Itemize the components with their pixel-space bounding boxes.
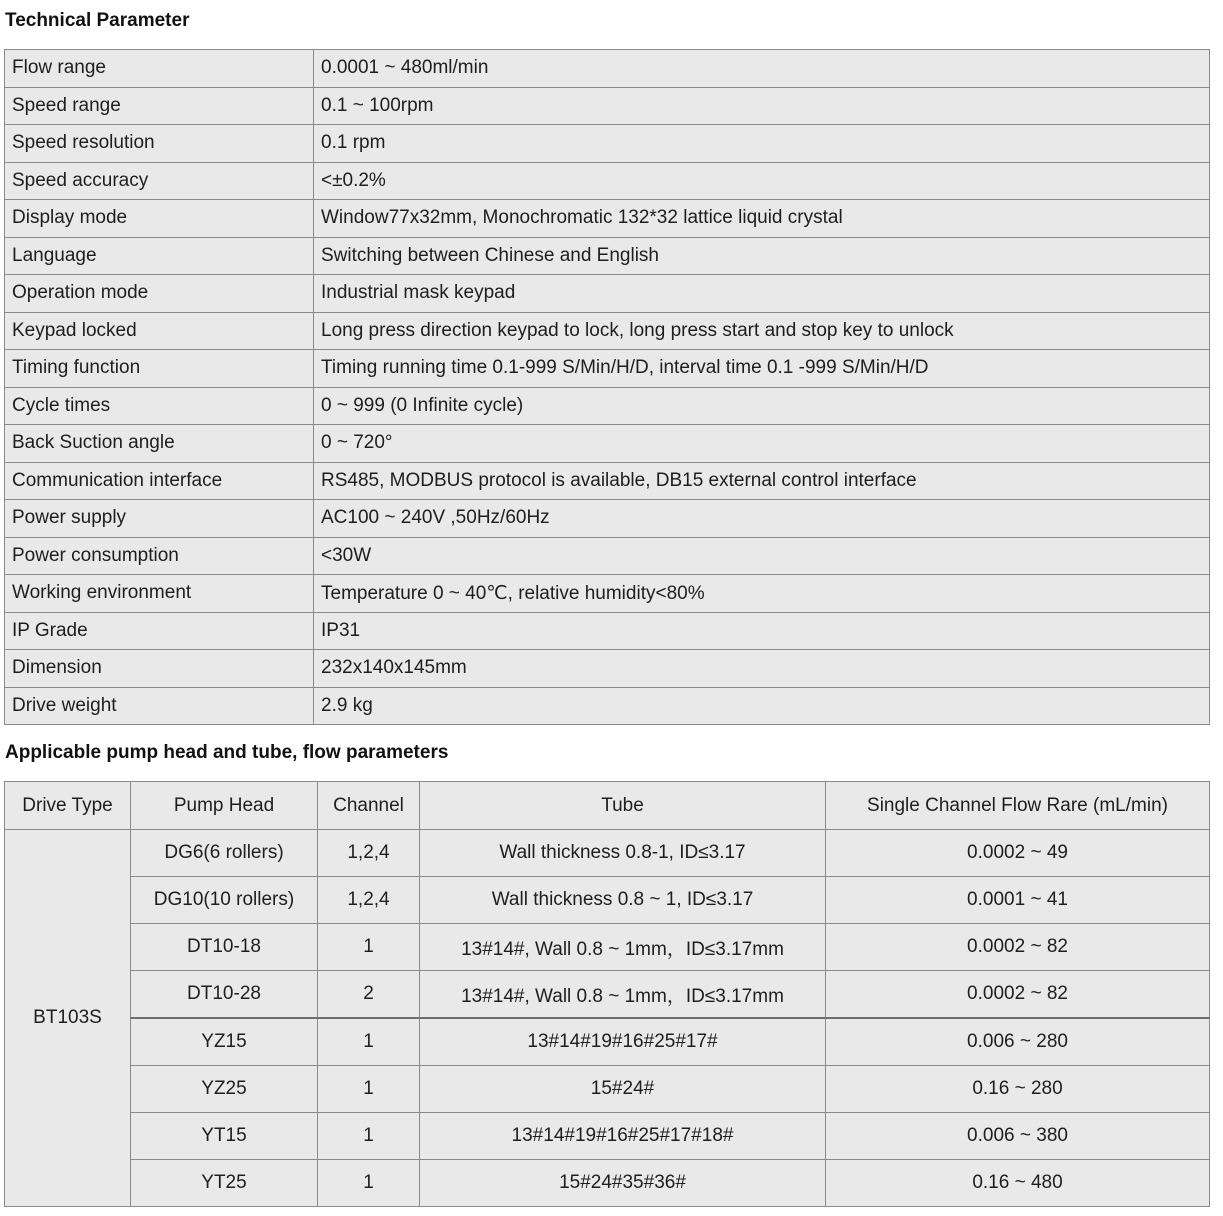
tube-cell: 13#14#19#16#25#17# bbox=[420, 1018, 826, 1066]
flow-rate-cell: 0.0002 ~ 82 bbox=[826, 924, 1210, 971]
header-flow-rate: Single Channel Flow Rare (mL/min) bbox=[826, 782, 1210, 830]
param-label: Display mode bbox=[5, 200, 314, 238]
header-channel: Channel bbox=[318, 782, 420, 830]
pump-head-cell: YZ15 bbox=[131, 1018, 318, 1066]
param-value: RS485, MODBUS protocol is available, DB15 external control interface bbox=[314, 462, 1210, 500]
param-label: Timing function bbox=[5, 350, 314, 388]
table-row bbox=[5, 830, 1210, 877]
param-value: 0.1 ~ 100rpm bbox=[314, 87, 1210, 125]
param-row bbox=[5, 50, 1210, 88]
table-row bbox=[5, 971, 1210, 1019]
param-row bbox=[5, 237, 1210, 275]
flow-parameters-heading: Applicable pump head and tube, flow parameters bbox=[5, 742, 449, 763]
technical-parameter-heading: Technical Parameter bbox=[5, 10, 190, 31]
tube-cell: 15#24#35#36# bbox=[420, 1160, 826, 1207]
channel-cell: 1 bbox=[318, 1113, 420, 1160]
channel-cell: 1 bbox=[318, 924, 420, 971]
param-row bbox=[5, 462, 1210, 500]
table-row bbox=[5, 1066, 1210, 1113]
param-row bbox=[5, 387, 1210, 425]
param-value: IP31 bbox=[314, 612, 1210, 650]
param-label: Communication interface bbox=[5, 462, 314, 500]
pump-head-cell: DT10-28 bbox=[131, 971, 318, 1019]
param-row bbox=[5, 687, 1210, 725]
flow-rate-cell: 0.0002 ~ 82 bbox=[826, 971, 1210, 1019]
channel-cell: 1 bbox=[318, 1018, 420, 1066]
table-row bbox=[5, 1160, 1210, 1207]
param-row bbox=[5, 312, 1210, 350]
tube-cell: 13#14#19#16#25#17#18# bbox=[420, 1113, 826, 1160]
param-value: 0 ~ 999 (0 Infinite cycle) bbox=[314, 387, 1210, 425]
param-value: Industrial mask keypad bbox=[314, 275, 1210, 313]
param-row bbox=[5, 125, 1210, 163]
param-value: Window77x32mm, Monochromatic 132*32 lattice liquid crystal bbox=[314, 200, 1210, 238]
param-row bbox=[5, 200, 1210, 238]
param-value: Temperature 0 ~ 40℃, relative humidity<80% bbox=[314, 575, 1210, 613]
param-value: 2.9 kg bbox=[314, 687, 1210, 725]
channel-cell: 1,2,4 bbox=[318, 830, 420, 877]
channel-cell: 1 bbox=[318, 1160, 420, 1207]
channel-cell: 1 bbox=[318, 1066, 420, 1113]
param-label: Flow range bbox=[5, 50, 314, 88]
flow-rate-cell: 0.0001 ~ 41 bbox=[826, 877, 1210, 924]
param-value: AC100 ~ 240V ,50Hz/60Hz bbox=[314, 500, 1210, 538]
param-label: Working environment bbox=[5, 575, 314, 613]
flow-rate-cell: 0.006 ~ 280 bbox=[826, 1018, 1210, 1066]
param-row bbox=[5, 350, 1210, 388]
param-value: Long press direction keypad to lock, long press start and stop key to unlock bbox=[314, 312, 1210, 350]
param-label: Dimension bbox=[5, 650, 314, 688]
technical-parameter-table bbox=[4, 49, 1210, 725]
table-row bbox=[5, 1018, 1210, 1066]
flow-rate-cell: 0.16 ~ 480 bbox=[826, 1160, 1210, 1207]
channel-cell: 2 bbox=[318, 971, 420, 1019]
param-value: <±0.2% bbox=[314, 162, 1210, 200]
drive-type-cell: BT103S bbox=[5, 830, 131, 1207]
param-row bbox=[5, 87, 1210, 125]
param-row bbox=[5, 275, 1210, 313]
tube-cell: 15#24# bbox=[420, 1066, 826, 1113]
param-label: Cycle times bbox=[5, 387, 314, 425]
param-value: 0 ~ 720° bbox=[314, 425, 1210, 463]
table-row bbox=[5, 1113, 1210, 1160]
param-label: Back Suction angle bbox=[5, 425, 314, 463]
flow-rate-cell: 0.006 ~ 380 bbox=[826, 1113, 1210, 1160]
tube-cell: Wall thickness 0.8 ~ 1, ID≤3.17 bbox=[420, 877, 826, 924]
param-label: Speed range bbox=[5, 87, 314, 125]
param-label: IP Grade bbox=[5, 612, 314, 650]
param-value: 232x140x145mm bbox=[314, 650, 1210, 688]
param-label: Operation mode bbox=[5, 275, 314, 313]
param-row bbox=[5, 425, 1210, 463]
channel-cell: 1,2,4 bbox=[318, 877, 420, 924]
param-label: Language bbox=[5, 237, 314, 275]
param-row bbox=[5, 650, 1210, 688]
tube-cell: 13#14#, Wall 0.8 ~ 1mm，ID≤3.17mm bbox=[420, 971, 826, 1019]
param-label: Speed accuracy bbox=[5, 162, 314, 200]
param-value: 0.1 rpm bbox=[314, 125, 1210, 163]
param-label: Power consumption bbox=[5, 537, 314, 575]
header-drive-type: Drive Type bbox=[5, 782, 131, 830]
flow-rate-cell: 0.16 ~ 280 bbox=[826, 1066, 1210, 1113]
pump-head-cell: YT15 bbox=[131, 1113, 318, 1160]
table-row bbox=[5, 877, 1210, 924]
param-row bbox=[5, 162, 1210, 200]
param-row bbox=[5, 537, 1210, 575]
param-value: Switching between Chinese and English bbox=[314, 237, 1210, 275]
param-label: Power supply bbox=[5, 500, 314, 538]
tube-cell: 13#14#, Wall 0.8 ~ 1mm，ID≤3.17mm bbox=[420, 924, 826, 971]
param-value: 0.0001 ~ 480ml/min bbox=[314, 50, 1210, 88]
pump-head-cell: DT10-18 bbox=[131, 924, 318, 971]
param-label: Speed resolution bbox=[5, 125, 314, 163]
param-value: <30W bbox=[314, 537, 1210, 575]
header-pump-head: Pump Head bbox=[131, 782, 318, 830]
param-row bbox=[5, 612, 1210, 650]
param-label: Drive weight bbox=[5, 687, 314, 725]
param-value: Timing running time 0.1-999 S/Min/H/D, interval time 0.1 -999 S/Min/H/D bbox=[314, 350, 1210, 388]
flow-parameters-table bbox=[4, 781, 1210, 1207]
pump-head-cell: DG10(10 rollers) bbox=[131, 877, 318, 924]
param-row bbox=[5, 500, 1210, 538]
param-label: Keypad locked bbox=[5, 312, 314, 350]
table-row bbox=[5, 924, 1210, 971]
pump-head-cell: DG6(6 rollers) bbox=[131, 830, 318, 877]
pump-head-cell: YT25 bbox=[131, 1160, 318, 1207]
tube-cell: Wall thickness 0.8-1, ID≤3.17 bbox=[420, 830, 826, 877]
pump-head-cell: YZ25 bbox=[131, 1066, 318, 1113]
header-tube: Tube bbox=[420, 782, 826, 830]
param-row bbox=[5, 575, 1210, 613]
flow-rate-cell: 0.0002 ~ 49 bbox=[826, 830, 1210, 877]
flow-header-row bbox=[5, 782, 1210, 830]
